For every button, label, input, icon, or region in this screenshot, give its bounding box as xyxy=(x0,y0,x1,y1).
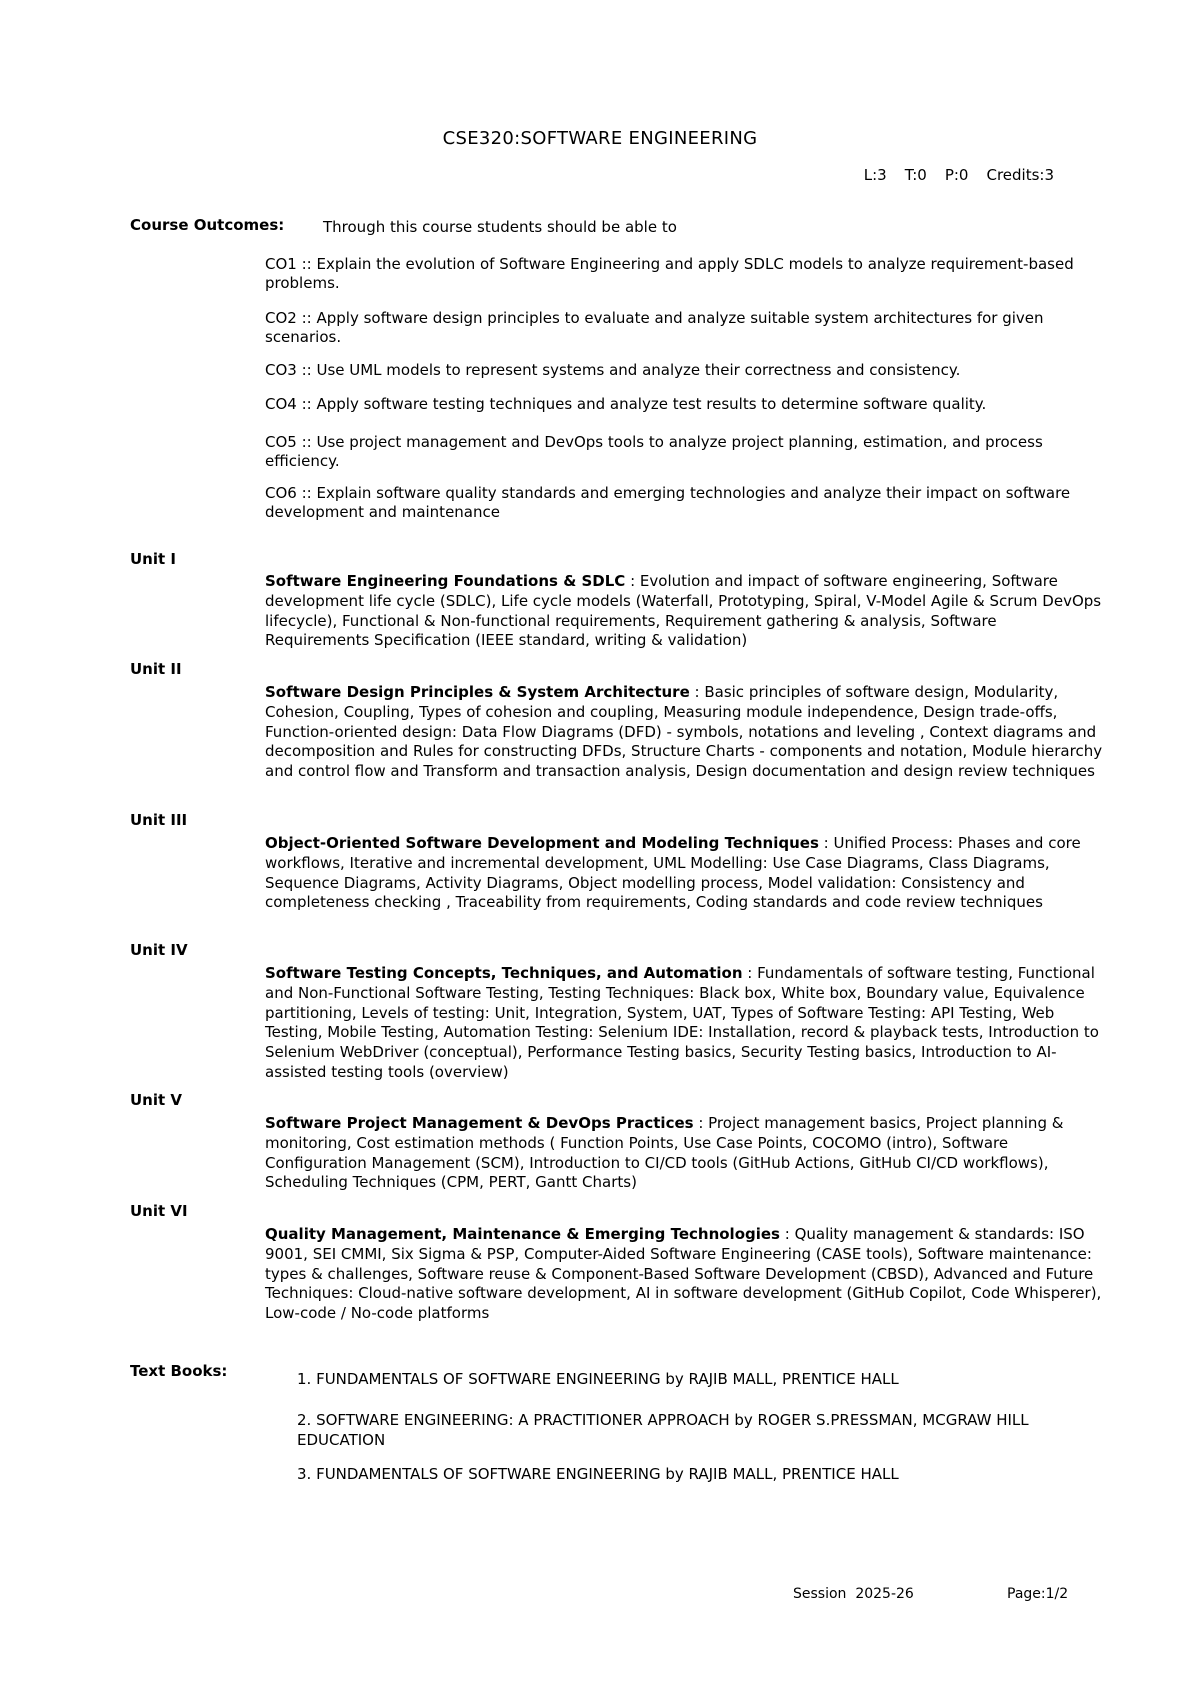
course-outcomes-label: Course Outcomes: xyxy=(130,216,285,234)
text-book-item: 1. FUNDAMENTALS OF SOFTWARE ENGINEERING by RAJIB MALL, PRENTICE HALL xyxy=(297,1370,899,1388)
unit-content xyxy=(265,1225,1105,1324)
unit-heading: Quality Management, Maintenance & Emerging Technologies xyxy=(265,1225,780,1243)
lecture-hours: L:3 xyxy=(863,166,887,184)
unit-heading: Software Project Management & DevOps Practices xyxy=(265,1114,694,1132)
unit-heading: Software Design Principles & System Architecture xyxy=(265,683,690,701)
course-outcome-item: CO1 :: Explain the evolution of Software Engineering and apply SDLC models to analyze requirement-based problems. xyxy=(265,255,1074,292)
page-number: Page:1/2 xyxy=(1007,1586,1069,1602)
unit-text: : Project management basics, Project planning & monitoring, Cost estimation methods ( Function Points, Use Case Points, COCOMO (intro), Software Configuration Management (SCM), Introduction to CI/CD tools (GitHub Actions, GitHub CI/CD workflows), Scheduling Techniques (CPM, PERT, Gantt Charts) xyxy=(265,1114,1064,1192)
practical-hours: P:0 xyxy=(944,166,969,184)
unit-heading: Object-Oriented Software Development and Modeling Techniques xyxy=(265,834,819,852)
unit-content xyxy=(265,834,1105,913)
course-outcome-item: CO5 :: Use project management and DevOps tools to analyze project planning, estimation, and process efficiency. xyxy=(265,433,1043,470)
course-outcome-item: CO3 :: Use UML models to represent systems and analyze their correctness and consistency. xyxy=(265,361,961,379)
unit-content xyxy=(265,683,1105,782)
unit-text: : Fundamentals of software testing, Functional and Non-Functional Software Testing, Testing Techniques: Black box, White box, Boundary value, Equivalence partitioning, Levels of testing: Unit, Integration, System, UAT, Types of Software Testing: API Testing, Web Testing, Mobile Testing, Automation Testing: Selenium IDE: Installation, record & playback tests, Introduction to Selenium WebDriver (conceptual), Performance Testing basics, Security Testing basics, Introduction to AI-assisted testing tools (overview) xyxy=(265,964,1099,1081)
text-books-label: Text Books: xyxy=(130,1362,228,1380)
unit-label: Unit V xyxy=(130,1091,183,1109)
tutorial-hours: T:0 xyxy=(904,166,927,184)
unit-content xyxy=(265,572,1105,651)
unit-label: Unit IV xyxy=(130,941,188,959)
course-outcome-item: CO2 :: Apply software design principles to evaluate and analyze suitable system architectures for given scenarios. xyxy=(265,309,1044,346)
course-outcome-item: CO6 :: Explain software quality standards and emerging technologies and analyze their impact on software development and maintenance xyxy=(265,484,1071,521)
unit-content xyxy=(265,964,1105,1083)
text-book-item: 3. FUNDAMENTALS OF SOFTWARE ENGINEERING by RAJIB MALL, PRENTICE HALL xyxy=(297,1465,899,1483)
unit-label: Unit VI xyxy=(130,1202,188,1220)
credits-line xyxy=(864,166,1054,184)
unit-label: Unit I xyxy=(130,550,176,568)
unit-text: : Quality management & standards: ISO 9001, SEI CMMI, Six Sigma & PSP, Computer-Aided Software Engineering (CASE tools), Software maintenance: types & challenges, Software reuse & Component-Based Software Development (CBSD), Advanced and Future Techniques: Cloud-native software development, AI in software development (GitHub Copilot, Code Whisperer), Low-code / No-code platforms xyxy=(265,1225,1102,1323)
unit-label: Unit II xyxy=(130,660,182,678)
page-title: CSE320:SOFTWARE ENGINEERING xyxy=(442,128,758,149)
credits-count: Credits:3 xyxy=(986,166,1054,184)
unit-text: : Basic principles of software design, Modularity, Cohesion, Coupling, Types of cohesion and coupling, Measuring module independence, Design trade-offs, Function-oriented design: Data Flow Diagrams (DFD) - symbols, notations and leveling , Context diagrams and decomposition and Rules for constructing DFDs, Structure Charts - components and notation, Module hierarchy and control flow and Transform and transaction analysis, Design documentation and design review techniques xyxy=(265,683,1103,781)
unit-heading: Software Engineering Foundations & SDLC xyxy=(265,572,626,590)
course-outcomes-intro: Through this course students should be able to xyxy=(323,218,677,236)
unit-text: : Unified Process: Phases and core workflows, Iterative and incremental development, UML Modelling: Use Case Diagrams, Class Diagrams, Sequence Diagrams, Activity Diagrams, Object modelling process, Model validation: Consistency and completeness checking , Traceability from requirements, Coding standards and code review techniques xyxy=(265,834,1081,912)
unit-content xyxy=(265,1114,1105,1193)
unit-label: Unit III xyxy=(130,811,188,829)
unit-text: : Evolution and impact of software engineering, Software development life cycle (SDLC), Life cycle models (Waterfall, Prototyping, Spiral, V-Model Agile & Scrum DevOps lifecycle), Functional & Non-functional requirements, Requirement gathering & analysis, Software Requirements Specification (IEEE standard, writing & validation) xyxy=(265,572,1102,650)
text-book-item: 2. SOFTWARE ENGINEERING: A PRACTITIONER APPROACH by ROGER S.PRESSMAN, MCGRAW HILL EDUCATION xyxy=(297,1411,1029,1449)
course-outcome-item: CO4 :: Apply software testing techniques and analyze test results to determine software quality. xyxy=(265,395,987,413)
session-label: Session 2025-26 xyxy=(793,1586,914,1602)
unit-heading: Software Testing Concepts, Techniques, and Automation xyxy=(265,964,743,982)
